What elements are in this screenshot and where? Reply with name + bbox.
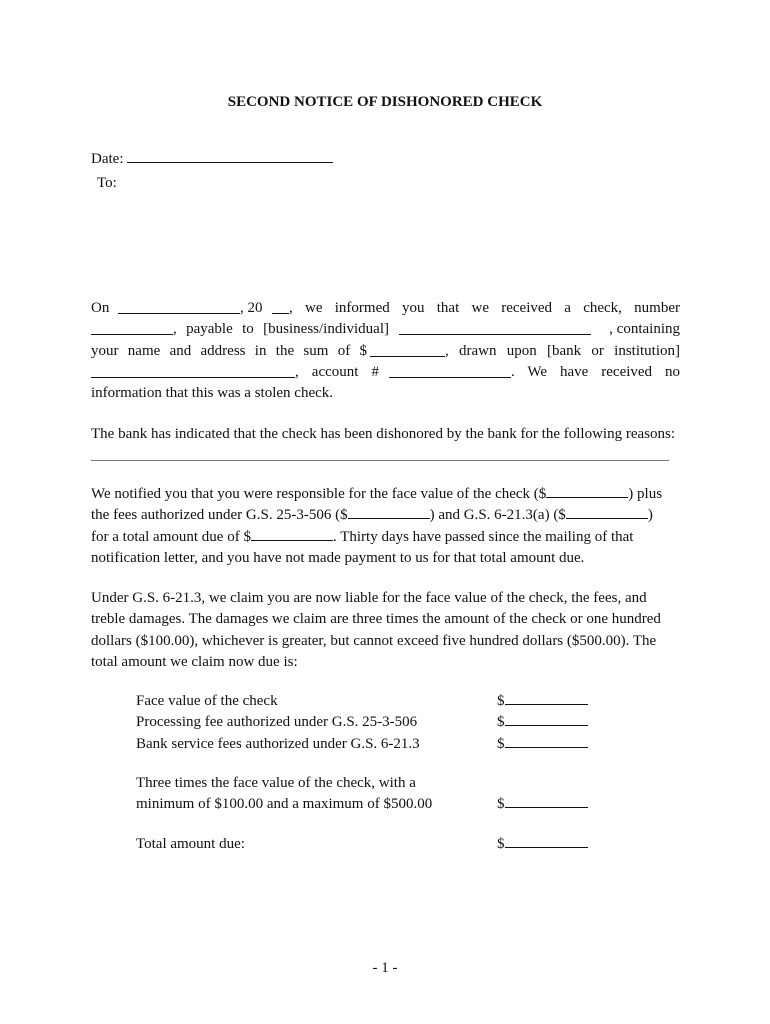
p1-line-4 xyxy=(91,362,680,383)
p3-l2c: ) xyxy=(647,507,653,524)
year-blank[interactable] xyxy=(272,300,289,314)
p1-line-3 xyxy=(91,341,680,362)
total-due xyxy=(136,834,596,855)
p1-line-1 xyxy=(91,298,680,319)
currency-symbol: $ xyxy=(497,796,505,813)
check-number-blank[interactable] xyxy=(91,321,173,335)
currency-symbol: $ xyxy=(497,693,505,709)
p1-containing: , containing xyxy=(609,321,680,338)
reasons-blank[interactable] xyxy=(91,460,669,461)
p1-drawn: , drawn upon [bank or institution] xyxy=(445,342,680,359)
page-number: - 1 - xyxy=(372,960,398,976)
treble-label-2: minimum of $100.00 and a maximum of $500.00 xyxy=(136,796,433,813)
treble-damages xyxy=(136,773,596,816)
bank-blank[interactable] xyxy=(91,364,295,378)
currency-symbol: $ xyxy=(497,735,505,752)
item-row xyxy=(136,691,596,712)
item-amount xyxy=(497,691,588,712)
face-value-amount-blank[interactable] xyxy=(505,691,588,705)
bank-fee-amount-blank[interactable] xyxy=(505,734,588,748)
paragraph-check-received xyxy=(91,298,680,404)
total-label: Total amount due: xyxy=(136,836,245,852)
paragraph-claim xyxy=(91,588,676,673)
p1-line-1-rest: , we informed you that we received a check, number xyxy=(289,300,680,316)
p1-received: . We have received no xyxy=(511,363,680,380)
item-label: Bank service fees authorized under G.S. 6-21.3 xyxy=(136,735,420,752)
treble-line-2 xyxy=(136,794,596,815)
date-label: Date: xyxy=(91,151,124,167)
p1-payable: , payable to [business/individual] xyxy=(173,321,389,338)
p1-account: , account # xyxy=(295,363,379,380)
p3-l2b: ) and G.S. 6-21.3(a) ($ xyxy=(429,507,566,524)
payee-blank[interactable] xyxy=(399,321,591,335)
account-blank[interactable] xyxy=(389,364,511,378)
p1-line-5: information that this was a stolen check. xyxy=(91,385,334,402)
item-label: Processing fee authorized under G.S. 25-3-506 xyxy=(136,714,418,731)
bank-fee-blank-1[interactable] xyxy=(566,505,648,519)
date-line xyxy=(91,148,333,168)
processing-fee-amount-blank[interactable] xyxy=(505,712,588,726)
p1-comma-20: , 20 xyxy=(240,300,263,316)
paragraph-bank-reasons: The bank has indicated that the check has been dishonored by the bank for the following reasons: xyxy=(91,426,675,442)
date-blank[interactable] xyxy=(127,148,333,163)
total-amount-blank[interactable] xyxy=(505,834,588,848)
treble-line-1 xyxy=(136,773,596,794)
document-title: SECOND NOTICE OF DISHONORED CHECK xyxy=(227,94,543,110)
item-label: Face value of the check xyxy=(136,693,278,709)
p3-l3a: for a total amount due of $ xyxy=(91,528,251,545)
p4-line-1: Under G.S. 6-21.3, we claim you are now liable for the face value of the check, the fees, and xyxy=(91,590,647,606)
p3-l2a: the fees authorized under G.S. 25-3-506 ($ xyxy=(91,507,348,524)
p4-line-2: treble damages. The damages we claim are three times the amount of the check or one hundred xyxy=(91,611,661,628)
p1-line-2 xyxy=(91,319,680,340)
p3-l1b: ) plus xyxy=(628,486,663,502)
item-row xyxy=(136,734,596,755)
sum-blank[interactable] xyxy=(370,343,445,357)
face-value-blank-1[interactable] xyxy=(546,484,628,498)
p3-l1a: We notified you that you were responsible for the face value of the check ($ xyxy=(91,486,547,502)
p3-line-3 xyxy=(91,527,651,548)
treble-label-1: Three times the face value of the check, with a xyxy=(136,775,416,791)
p1-on: On xyxy=(91,300,110,316)
p1-sum: your name and address in the sum of $ xyxy=(91,342,367,359)
total-amount xyxy=(497,834,588,855)
treble-amount-blank[interactable] xyxy=(505,794,588,808)
p3-line-2 xyxy=(91,505,651,526)
treble-amount xyxy=(497,794,588,815)
total-row xyxy=(136,834,596,855)
currency-symbol: $ xyxy=(497,836,505,852)
processing-fee-blank-1[interactable] xyxy=(348,505,430,519)
item-row xyxy=(136,712,596,733)
item-amount xyxy=(497,734,588,755)
item-amount xyxy=(497,712,588,733)
currency-symbol: $ xyxy=(497,714,505,731)
to-label: To: xyxy=(97,175,117,191)
amount-items xyxy=(136,691,596,755)
p3-l3b: . Thirty days have passed since the mailing of that xyxy=(332,528,634,545)
p3-line-4: notification letter, and you have not made payment to us for that total amount due. xyxy=(91,549,585,566)
check-date-blank[interactable] xyxy=(118,300,240,314)
p4-line-4: total amount we claim now due is: xyxy=(91,653,298,670)
paragraph-notified xyxy=(91,484,663,569)
total-due-blank-1[interactable] xyxy=(251,527,333,541)
p3-line-1 xyxy=(91,484,663,505)
p4-line-3: dollars ($100.00), whichever is greater, but cannot exceed five hundred dollars ($500.00). The xyxy=(91,632,657,649)
